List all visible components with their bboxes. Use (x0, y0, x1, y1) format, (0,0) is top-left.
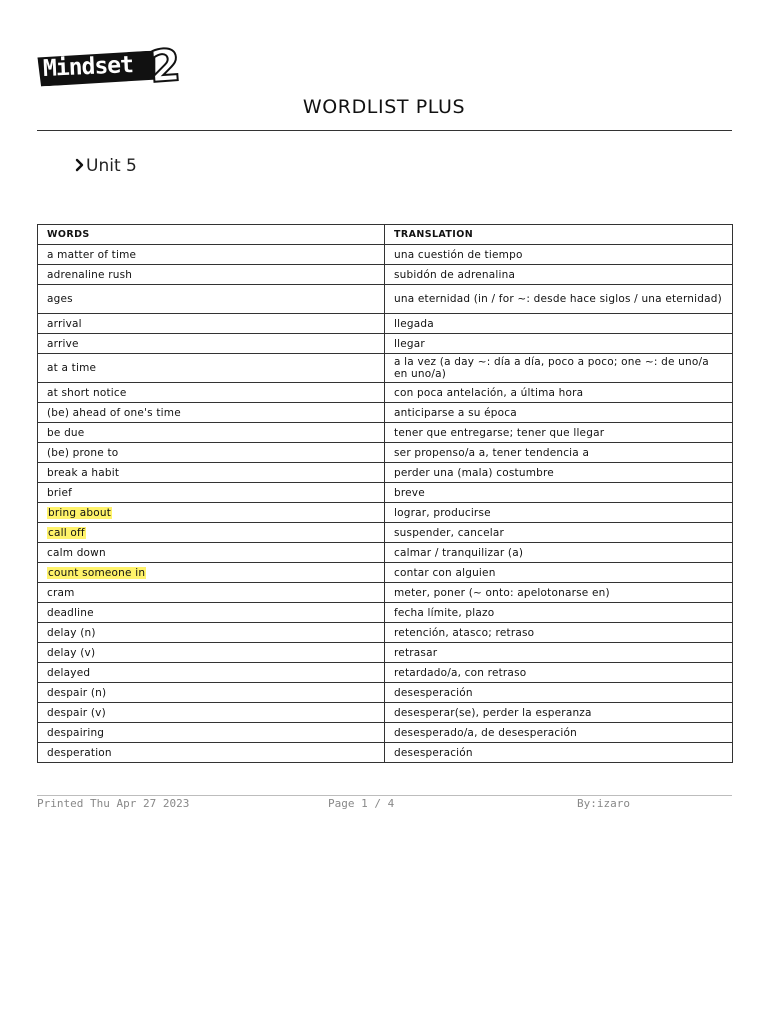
word-text: at short notice (47, 386, 127, 399)
table-row (38, 723, 733, 743)
logo-text: Mindset (42, 52, 134, 82)
word-cell (38, 463, 385, 483)
word-text: at a time (47, 362, 97, 374)
section-heading (75, 156, 137, 176)
word-text: cram (47, 586, 75, 599)
table-row (38, 483, 733, 503)
translation-cell: desesperación (385, 683, 733, 703)
translation-cell: a la vez (a day ~: día a día, poco a poco; one ~: de uno/a en uno/a) (385, 354, 733, 383)
word-text: break a habit (47, 466, 120, 479)
word-cell (38, 334, 385, 354)
word-cell (38, 623, 385, 643)
translation-cell: anticiparse a su época (385, 403, 733, 423)
word-cell (38, 354, 385, 383)
table-row (38, 703, 733, 723)
translation-cell: desesperación (385, 743, 733, 763)
word-cell (38, 265, 385, 285)
table-header-row (38, 225, 733, 245)
word-cell (38, 683, 385, 703)
highlighted-word: call off (48, 526, 85, 539)
word-text: delay (n) (47, 626, 96, 639)
translation-cell: fecha límite, plazo (385, 603, 733, 623)
word-text: ages (47, 293, 73, 305)
word-cell (38, 503, 385, 523)
table-row (38, 543, 733, 563)
word-text: desperation (47, 746, 112, 759)
word-cell (38, 383, 385, 403)
table-row (38, 245, 733, 265)
footer-divider (37, 795, 732, 796)
translation-cell: desesperado/a, de desesperación (385, 723, 733, 743)
translation-cell: meter, poner (~ onto: apelotonarse en) (385, 583, 733, 603)
translation-cell: retardado/a, con retraso (385, 663, 733, 683)
highlighted-word: count someone in (48, 566, 146, 579)
translation-cell: llegar (385, 334, 733, 354)
translation-cell: con poca antelación, a última hora (385, 383, 733, 403)
table-row (38, 354, 733, 383)
word-cell (38, 285, 385, 314)
word-cell (38, 663, 385, 683)
table-row (38, 683, 733, 703)
word-text: despairing (47, 726, 105, 739)
wordlist-table (37, 224, 733, 763)
word-cell (38, 245, 385, 265)
translation-cell: perder una (mala) costumbre (385, 463, 733, 483)
word-cell (38, 483, 385, 503)
word-cell (38, 703, 385, 723)
mindset-logo (38, 39, 190, 94)
table-row (38, 663, 733, 683)
title-divider (37, 130, 732, 131)
word-cell (38, 643, 385, 663)
page-number: Page 1 / 4 (328, 797, 395, 810)
translation-cell: subidón de adrenalina (385, 265, 733, 285)
word-text: (be) prone to (47, 446, 119, 459)
word-cell (38, 423, 385, 443)
column-header-translation: TRANSLATION (385, 225, 733, 245)
table-row (38, 503, 733, 523)
table-row (38, 643, 733, 663)
word-text: arrival (47, 317, 82, 330)
author: By:izaro (577, 797, 630, 810)
word-text: arrive (47, 337, 79, 350)
translation-cell: breve (385, 483, 733, 503)
translation-cell: contar con alguien (385, 563, 733, 583)
word-cell (38, 583, 385, 603)
chevron-right-icon (75, 158, 84, 172)
word-cell (38, 523, 385, 543)
table-row (38, 403, 733, 423)
translation-cell: ser propenso/a a, tener tendencia a (385, 443, 733, 463)
table-row (38, 523, 733, 543)
table-body (38, 245, 733, 763)
word-text: delay (v) (47, 646, 96, 659)
word-cell (38, 543, 385, 563)
translation-cell: desesperar(se), perder la esperanza (385, 703, 733, 723)
word-text: despair (v) (47, 706, 106, 719)
table-row (38, 623, 733, 643)
translation-cell: lograr, producirse (385, 503, 733, 523)
table-row (38, 583, 733, 603)
word-cell (38, 563, 385, 583)
section-label: Unit 5 (86, 156, 137, 176)
translation-cell: calmar / tranquilizar (a) (385, 543, 733, 563)
word-text: brief (47, 486, 73, 499)
table-row (38, 563, 733, 583)
table-row (38, 603, 733, 623)
page-title: WORDLIST PLUS (302, 96, 466, 118)
table-row (38, 334, 733, 354)
column-header-words: WORDS (38, 225, 385, 245)
word-text: deadline (47, 606, 94, 619)
logo-number: 2 (148, 39, 183, 94)
translation-cell: retrasar (385, 643, 733, 663)
word-cell (38, 723, 385, 743)
word-cell (38, 443, 385, 463)
word-cell (38, 743, 385, 763)
word-cell (38, 603, 385, 623)
translation-cell: una cuestión de tiempo (385, 245, 733, 265)
translation-cell: llegada (385, 314, 733, 334)
table-row (38, 314, 733, 334)
table-row (38, 423, 733, 443)
word-text: adrenaline rush (47, 268, 133, 281)
translation-cell: suspender, cancelar (385, 523, 733, 543)
word-text: (be) ahead of one's time (47, 406, 181, 419)
table-row (38, 463, 733, 483)
highlighted-word: bring about (48, 506, 112, 519)
word-cell (38, 314, 385, 334)
translation-cell: retención, atasco; retraso (385, 623, 733, 643)
translation-cell: una eternidad (in / for ~: desde hace siglos / una eternidad) (385, 285, 733, 314)
table-row (38, 383, 733, 403)
word-text: a matter of time (47, 248, 137, 261)
word-text: despair (n) (47, 686, 107, 699)
word-text: delayed (47, 666, 91, 679)
printed-date: Printed Thu Apr 27 2023 (37, 797, 190, 810)
table-row (38, 285, 733, 314)
table-row (38, 443, 733, 463)
word-cell (38, 403, 385, 423)
table-row (38, 743, 733, 763)
table-row (38, 265, 733, 285)
word-text: be due (47, 426, 85, 439)
word-text: calm down (47, 546, 106, 559)
translation-cell: tener que entregarse; tener que llegar (385, 423, 733, 443)
